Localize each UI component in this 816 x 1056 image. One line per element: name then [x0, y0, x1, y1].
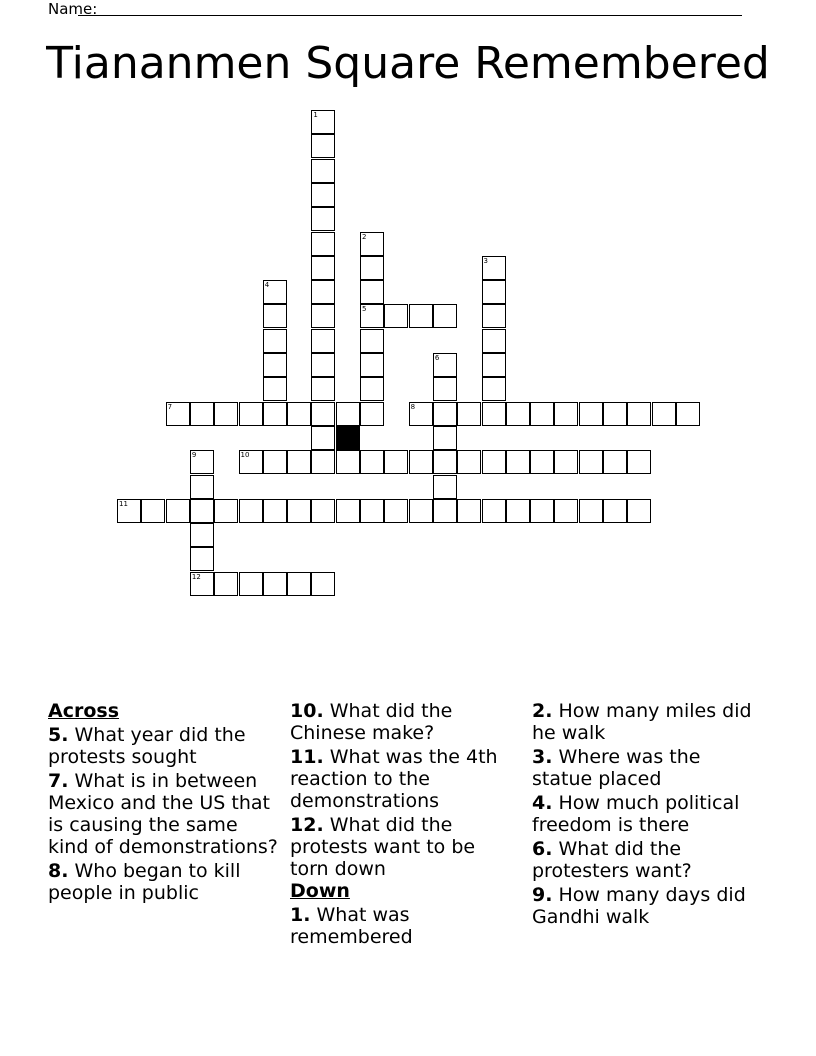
grid-cell[interactable] [506, 402, 530, 426]
grid-cell[interactable] [263, 304, 287, 328]
grid-cell[interactable] [311, 329, 335, 353]
cell-number: 3 [483, 256, 488, 265]
grid-cell[interactable] [433, 499, 457, 523]
grid-cell[interactable] [627, 499, 651, 523]
grid-cell[interactable] [482, 256, 506, 280]
grid-cell[interactable] [554, 402, 578, 426]
grid-cell[interactable] [530, 450, 554, 474]
grid-cell[interactable] [506, 499, 530, 523]
grid-cell[interactable] [166, 499, 190, 523]
grid-cell[interactable] [433, 402, 457, 426]
grid-cell[interactable] [166, 402, 190, 426]
grid-cell[interactable] [409, 304, 433, 328]
grid-cell[interactable] [311, 572, 335, 596]
grid-cell[interactable] [263, 572, 287, 596]
grid-cell[interactable] [360, 377, 384, 401]
grid-cell[interactable] [482, 329, 506, 353]
grid-cell[interactable] [311, 304, 335, 328]
grid-cell[interactable] [190, 475, 214, 499]
grid-cell[interactable] [263, 280, 287, 304]
grid-cell[interactable] [263, 329, 287, 353]
grid-cell[interactable] [433, 475, 457, 499]
page-title: Tiananmen Square Remembered [46, 38, 770, 89]
grid-cell[interactable] [311, 159, 335, 183]
cell-number: 2 [362, 232, 367, 241]
grid-cell[interactable] [457, 450, 481, 474]
grid-cell[interactable] [554, 499, 578, 523]
grid-cell[interactable] [482, 353, 506, 377]
grid-cell[interactable] [409, 402, 433, 426]
grid-cell[interactable] [311, 183, 335, 207]
grid-cell[interactable] [263, 377, 287, 401]
grid-cell[interactable] [579, 499, 603, 523]
grid-cell[interactable] [311, 377, 335, 401]
grid-cell[interactable] [627, 402, 651, 426]
grid-cell[interactable] [482, 499, 506, 523]
across-heading: Across [48, 700, 120, 722]
grid-cell[interactable] [239, 499, 263, 523]
cell-number: 4 [264, 281, 270, 290]
grid-cell[interactable] [433, 426, 457, 450]
clue-down-6: 6. What did the protesters want? [532, 838, 692, 882]
grid-cell[interactable] [360, 499, 384, 523]
clue-across-7: 7. What is in between Mexico and the US that is causing the same kind of demonstrations? [48, 770, 278, 858]
grid-cell[interactable] [287, 450, 311, 474]
grid-cell[interactable] [506, 450, 530, 474]
grid-cell[interactable] [652, 402, 676, 426]
grid-cell[interactable] [360, 232, 384, 256]
grid-cell[interactable] [311, 280, 335, 304]
grid-cell[interactable] [336, 402, 360, 426]
grid-cell[interactable] [311, 499, 335, 523]
clue-column-2 [290, 700, 518, 948]
clue-down-3: 3. Where was the statue placed [532, 746, 701, 790]
clue-across-8: 8. Who began to kill people in public [48, 860, 241, 904]
grid-cell[interactable] [311, 110, 335, 134]
clue-across-10: 10. What did the Chinese make? [290, 700, 453, 744]
grid-cell[interactable] [336, 450, 360, 474]
grid-cell[interactable] [190, 450, 214, 474]
grid-cell[interactable] [384, 499, 408, 523]
grid-cell[interactable] [360, 353, 384, 377]
cell-number: 12 [191, 572, 201, 581]
grid-cell[interactable] [360, 450, 384, 474]
grid-cell[interactable] [530, 499, 554, 523]
grid-cell[interactable] [239, 450, 263, 474]
grid-cell[interactable] [384, 450, 408, 474]
name-label: Name: [48, 0, 98, 18]
cell-number: 6 [434, 354, 440, 362]
cell-number: 7 [167, 402, 173, 411]
grid-cell[interactable] [311, 134, 335, 158]
clue-column-3 [532, 700, 762, 928]
grid-cell[interactable] [360, 280, 384, 304]
grid-cell[interactable] [409, 499, 433, 523]
clue-across-11: 11. What was the 4th reaction to the demonstrations [290, 746, 498, 812]
grid-cell[interactable] [214, 499, 238, 523]
grid-cell[interactable] [311, 353, 335, 377]
grid-cell[interactable] [214, 572, 238, 596]
clue-down-1: 1. What was remembered [290, 904, 413, 948]
grid-cell[interactable] [311, 232, 335, 256]
grid-cell[interactable] [433, 353, 457, 377]
grid-cell[interactable] [287, 572, 311, 596]
grid-cell[interactable] [384, 304, 408, 328]
grid-cell[interactable] [311, 426, 335, 450]
grid-cell[interactable] [190, 547, 214, 571]
grid-cell[interactable] [433, 377, 457, 401]
grid-cell[interactable] [263, 353, 287, 377]
cell-number: 1 [313, 111, 318, 119]
grid-cell[interactable] [190, 572, 214, 596]
grid-cell[interactable] [433, 304, 457, 328]
grid-cell[interactable] [311, 207, 335, 231]
grid-cell[interactable] [190, 523, 214, 547]
grid-cell[interactable] [239, 402, 263, 426]
grid-cell[interactable] [287, 402, 311, 426]
grid-cell[interactable] [141, 499, 165, 523]
grid-cell[interactable] [482, 280, 506, 304]
grid-cell[interactable] [482, 450, 506, 474]
clue-across-12: 12. What did the protests want to be torn down [290, 814, 476, 880]
clue-down-2: 2. How many miles did he walk [532, 700, 752, 744]
grid-cell[interactable] [287, 499, 311, 523]
grid-cell[interactable] [311, 450, 335, 474]
grid-cell[interactable] [214, 402, 238, 426]
grid-cell[interactable] [603, 402, 627, 426]
grid-cell[interactable] [239, 572, 263, 596]
cell-number: 5 [362, 305, 367, 314]
grid-cell[interactable] [433, 450, 457, 474]
cell-number: 9 [191, 451, 197, 460]
grid-cell[interactable] [360, 256, 384, 280]
grid-cell[interactable] [336, 499, 360, 523]
cell-number: 8 [410, 402, 416, 411]
grid-cell[interactable] [482, 377, 506, 401]
grid-cell[interactable] [190, 499, 214, 523]
grid-cell[interactable] [263, 402, 287, 426]
grid-cell[interactable] [360, 329, 384, 353]
grid-cell[interactable] [263, 499, 287, 523]
grid-cell[interactable] [409, 450, 433, 474]
grid-cell[interactable] [603, 450, 627, 474]
grid-cell[interactable] [311, 402, 335, 426]
grid-cell[interactable] [190, 402, 214, 426]
grid-cell[interactable] [603, 499, 627, 523]
grid-cell[interactable] [554, 450, 578, 474]
clue-across-5: 5. What year did the protests sought [48, 724, 246, 768]
grid-cell[interactable] [676, 402, 700, 426]
grid-cell[interactable] [579, 450, 603, 474]
clue-down-9: 9. How many days did Gandhi walk [532, 884, 746, 928]
grid-cell[interactable] [263, 450, 287, 474]
cell-number: 10 [240, 451, 250, 460]
grid-cell[interactable] [530, 402, 554, 426]
grid-cell[interactable] [360, 304, 384, 328]
down-heading: Down [290, 880, 350, 902]
grid-cell[interactable] [627, 450, 651, 474]
clue-column-1 [48, 700, 278, 904]
grid-cell[interactable] [482, 402, 506, 426]
grid-cell[interactable] [579, 402, 603, 426]
grid-cell[interactable] [311, 256, 335, 280]
black-square [336, 426, 360, 450]
cell-number: 11 [119, 499, 128, 508]
clue-down-4: 4. How much political freedom is there [532, 792, 740, 836]
grid-cell[interactable] [457, 402, 481, 426]
grid-cell[interactable] [360, 402, 384, 426]
grid-cell[interactable] [117, 499, 141, 523]
grid-cell[interactable] [457, 499, 481, 523]
grid-cell[interactable] [482, 304, 506, 328]
